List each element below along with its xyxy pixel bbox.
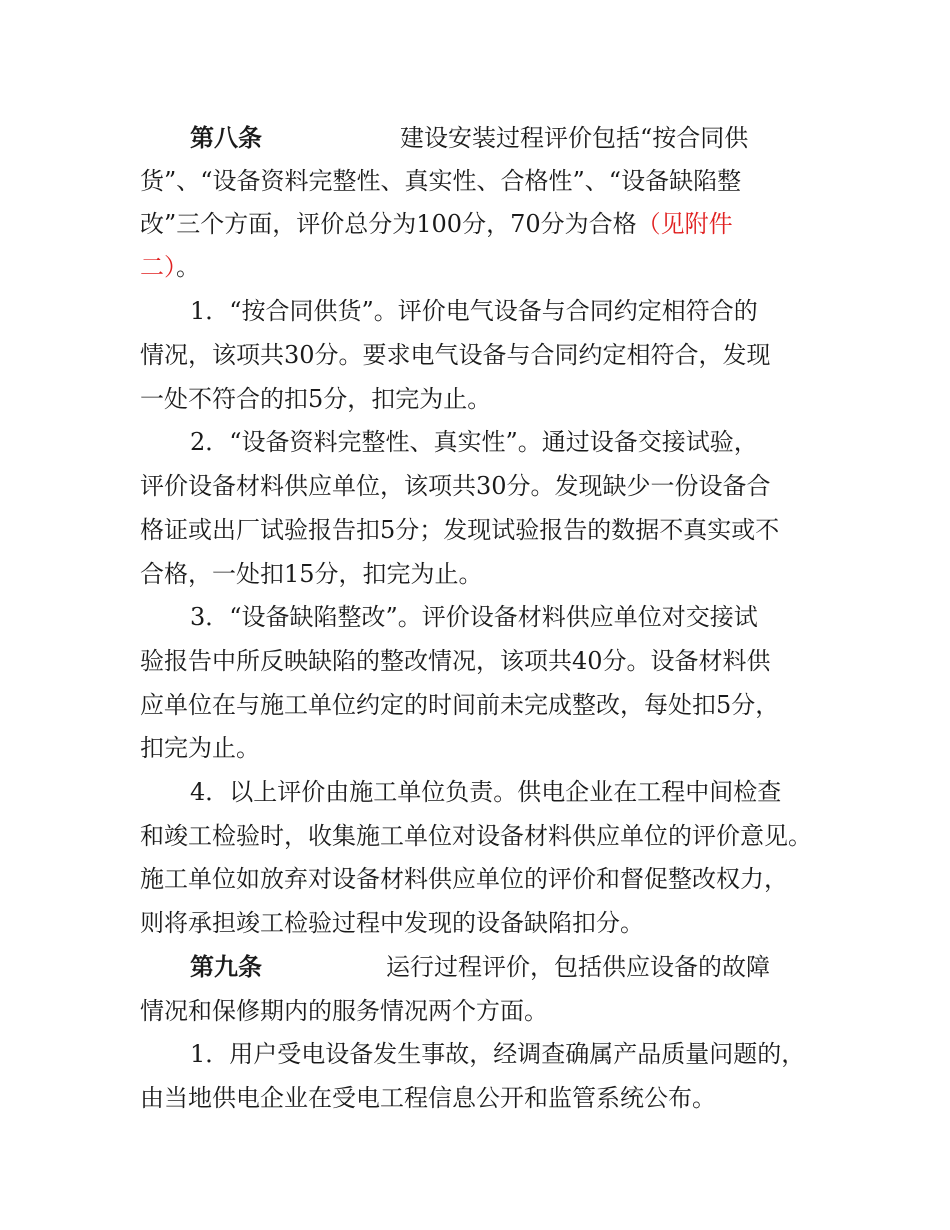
attachment-reference-open: （见附件 bbox=[636, 210, 733, 238]
article-8-text-line-1: 建设安装过程评价包括“按合同供 bbox=[400, 124, 749, 152]
item-2-line-3: 格证或出厂试验报告扣5分；发现试验报告的数据不真实或不 bbox=[140, 516, 780, 544]
item-2-line-2: 评价设备材料供应单位，该项共30分。发现缺少一份设备合 bbox=[140, 472, 771, 500]
item-2-line-1: 2．“设备资料完整性、真实性”。通过设备交接试验， bbox=[190, 428, 758, 456]
item-4-line-4: 则将承担竣工检验过程中发现的设备缺陷扣分。 bbox=[140, 909, 644, 937]
item-1-line-2: 情况，该项共30分。要求电气设备与合同约定相符合，发现 bbox=[140, 341, 771, 369]
item-4-line-3: 施工单位如放弃对设备材料供应单位的评价和督促整改权力， bbox=[140, 865, 788, 893]
item-3-line-2: 验报告中所反映缺陷的整改情况，该项共40分。设备材料供 bbox=[140, 647, 771, 675]
attachment-reference-close: 二） bbox=[140, 253, 176, 281]
article-9-text-line-1: 运行过程评价，包括供应设备的故障 bbox=[386, 953, 770, 981]
item-3-line-4: 扣完为止。 bbox=[140, 734, 260, 762]
article-8-text-line-4 bbox=[140, 252, 200, 282]
article-9-first-line bbox=[190, 952, 770, 982]
article-8-text-line-3 bbox=[140, 209, 733, 239]
item-3-line-1: 3．“设备缺陷整改”。评价设备材料供应单位对交接试 bbox=[190, 603, 758, 631]
item-2-line-4: 合格，一处扣15分，扣完为止。 bbox=[140, 560, 483, 588]
item-3-line-3: 应单位在与施工单位约定的时间前未完成整改，每处扣5分， bbox=[140, 691, 780, 719]
article-8-text-line-3-main: 改”三个方面，评价总分为100分，70分为合格 bbox=[140, 210, 637, 238]
item-1-line-1: 1．“按合同供货”。评价电气设备与合同约定相符合的 bbox=[190, 297, 758, 325]
article-8-text-line-2: 货”、“设备资料完整性、真实性、合格性”、“设备缺陷整 bbox=[140, 167, 742, 195]
article-9-heading: 第九条 bbox=[190, 953, 262, 981]
article-8-first-line bbox=[190, 123, 748, 153]
item-4-line-1: 4．以上评价由施工单位负责。供电企业在工程中间检查 bbox=[190, 778, 782, 806]
item-4-line-2: 和竣工检验时，收集施工单位对设备材料供应单位的评价意见。 bbox=[140, 822, 812, 850]
item-1-line-3: 一处不符合的扣5分，扣完为止。 bbox=[140, 385, 492, 413]
article-8-heading: 第八条 bbox=[190, 124, 262, 152]
article-9-item-1-line-1: 1．用户受电设备发生事故，经调查确属产品质量问题的， bbox=[190, 1040, 806, 1068]
article-8-text-line-4-end: 。 bbox=[176, 253, 200, 281]
article-9-text-line-2: 情况和保修期内的服务情况两个方面。 bbox=[140, 997, 548, 1025]
article-9-item-1-line-2: 由当地供电企业在受电工程信息公开和监管系统公布。 bbox=[140, 1084, 716, 1112]
